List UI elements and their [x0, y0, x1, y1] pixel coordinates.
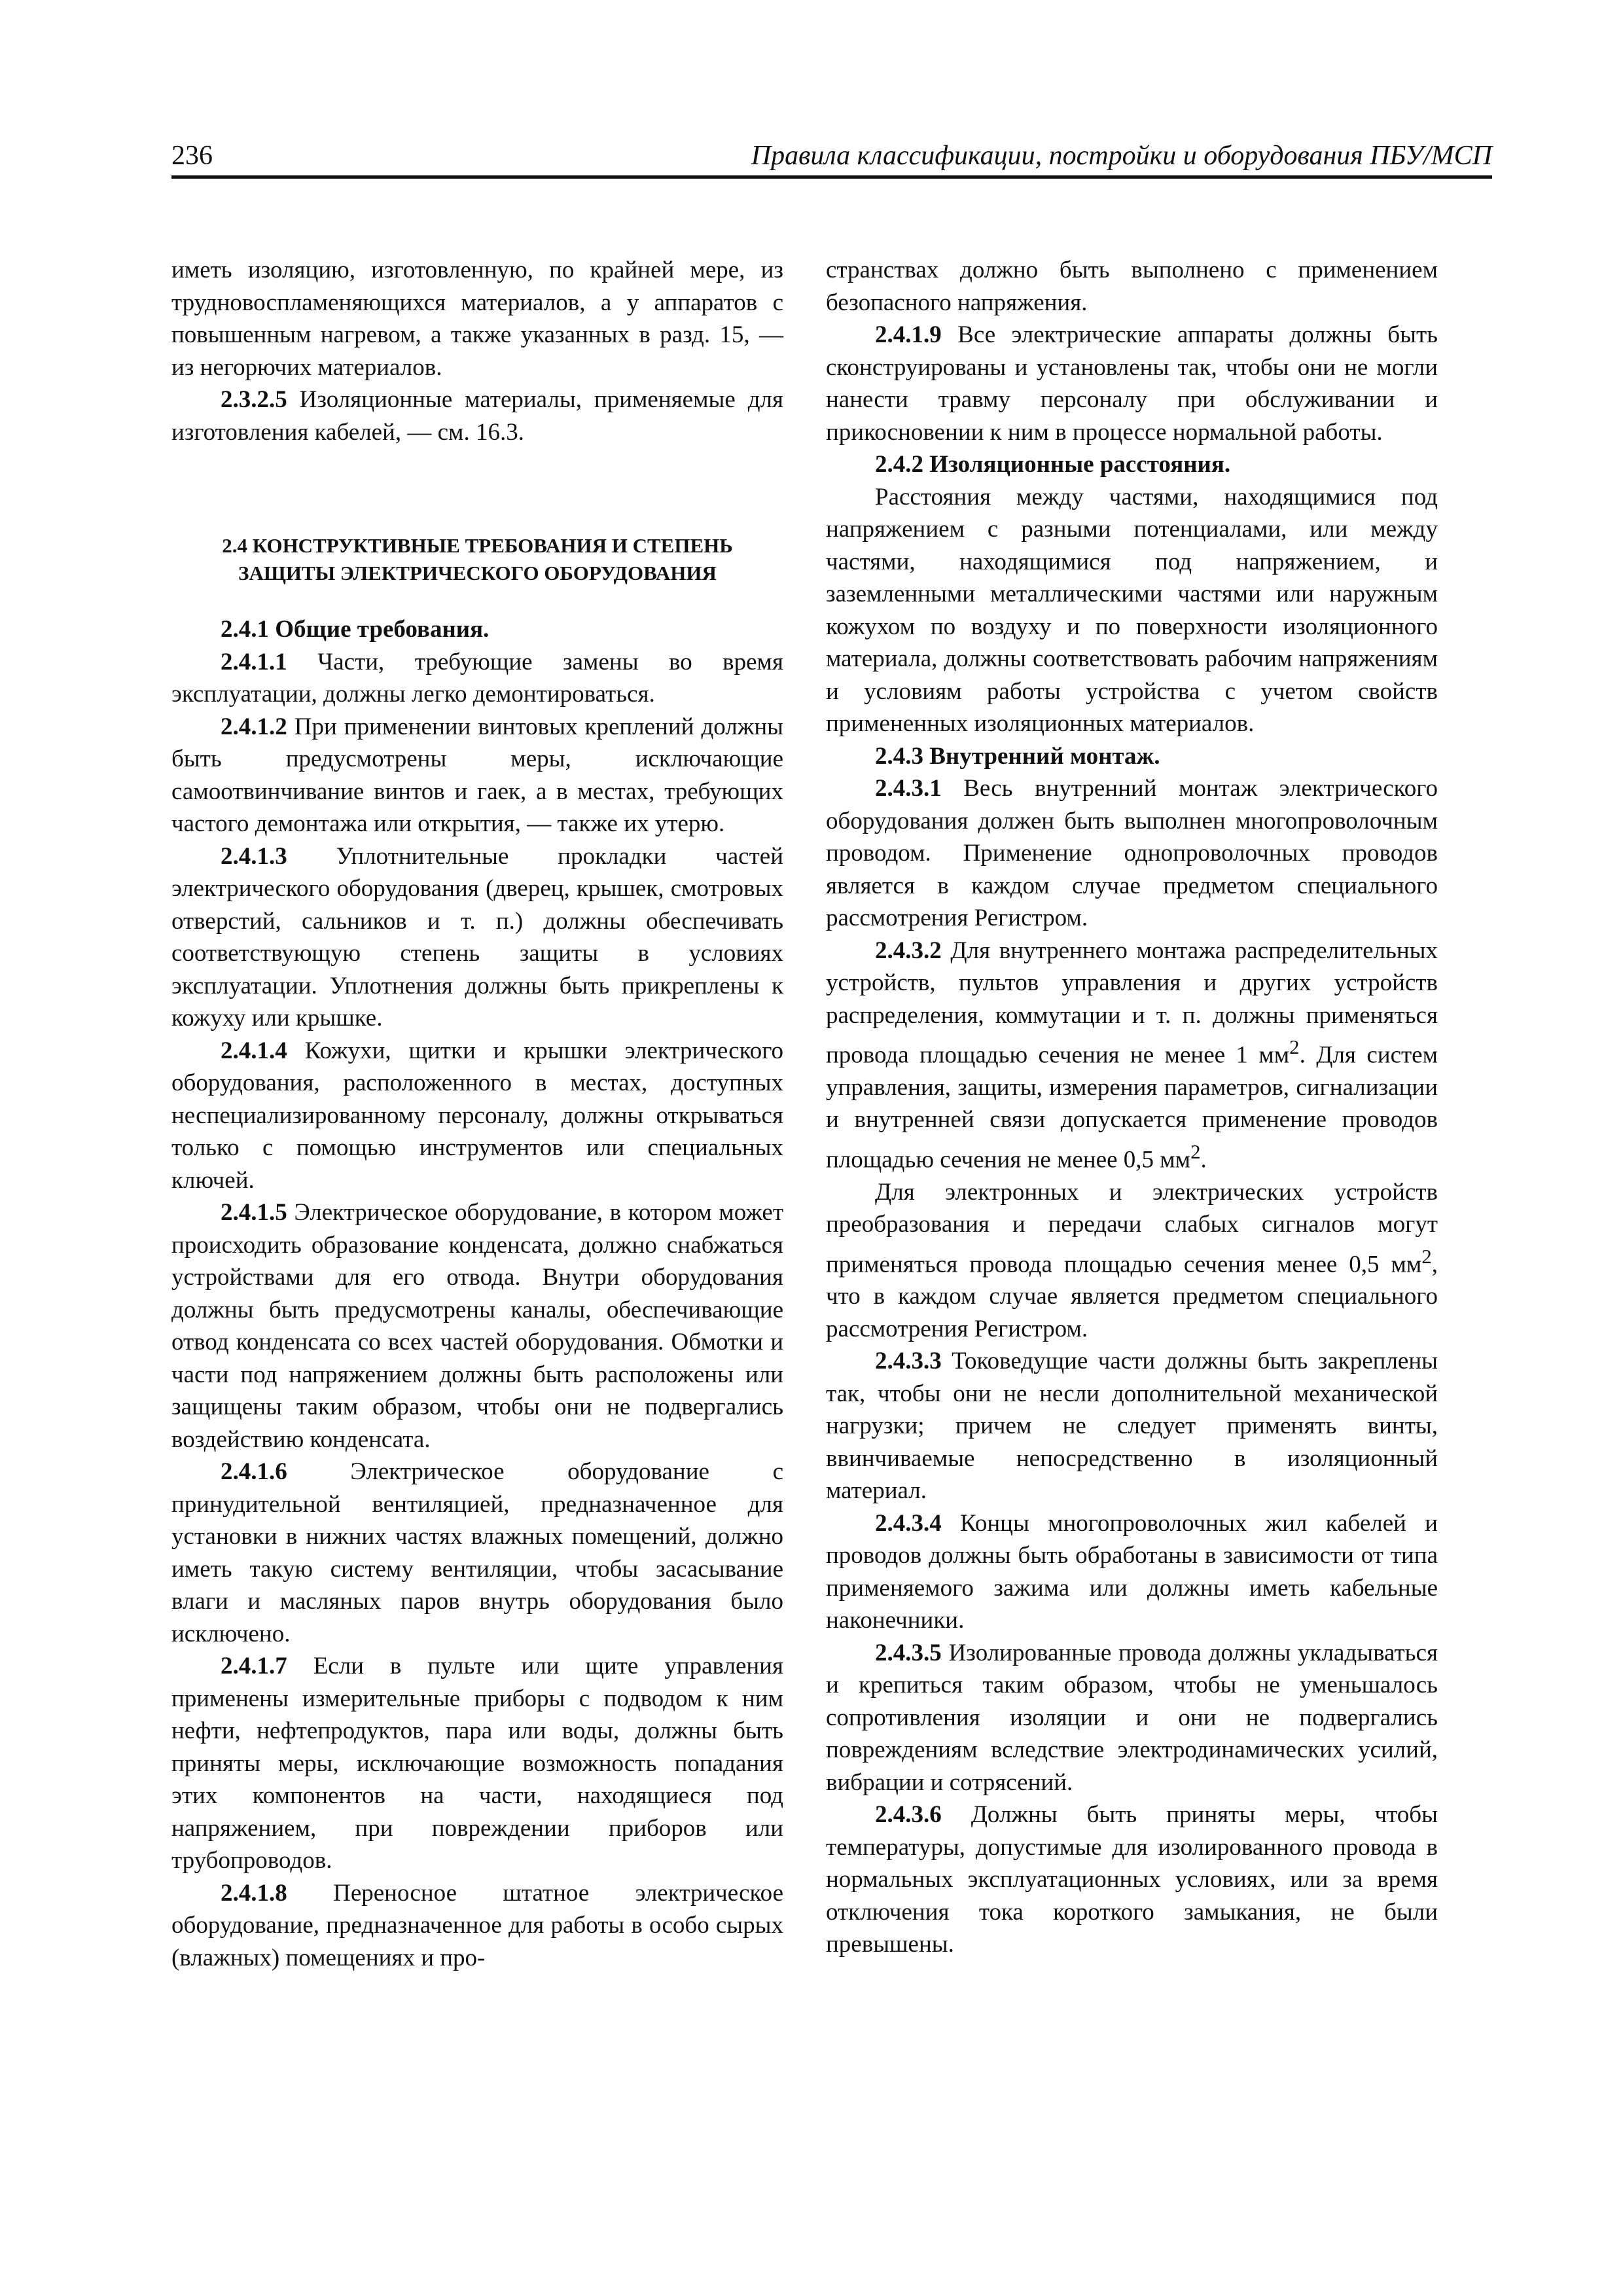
clause-number: 2.4.1.6: [221, 1458, 287, 1485]
section-title: [171, 532, 783, 587]
clause-number: 2.4.3.2: [875, 937, 942, 964]
paragraph-2-4-3-2: [826, 935, 1438, 1176]
clause-text: Концы многопроволочных жил кабелей и проводов должны быть обработаны в зависимости от типа применяемого зажима или должны иметь кабельные наконечники.: [826, 1509, 1438, 1634]
paragraph-2-4-1-2: [171, 711, 783, 840]
clause-text: Электрическое оборудование с принудительной вентиляцией, предназначенное для установки в нижних частях влажных помещений, должно иметь такую систему вентиляции, чтобы засасывание влаги и масляных паров внутрь оборудования было исключено.: [171, 1458, 783, 1647]
clause-text: Уплотнительные прокладки частей электрического оборудования (дверец, крышек, смотровых отверстий, сальников и т. п.) должны обеспечивать соответствующую степень защиты в условиях эксплуатации. Уплотнения должны быть прикреплены к кожуху или крышке.: [171, 842, 783, 1031]
clause-text: Все электрические аппараты должны быть сконструированы и установлены так, чтобы они не могли нанести травму персоналу при обслуживании и прикосновении к ним в процессе нормальной работы.: [826, 321, 1438, 446]
clause-number: 2.4.1.4: [221, 1037, 287, 1064]
clause-number: 2.4.3.4: [875, 1509, 942, 1537]
clause-number: 2.4.1.5: [221, 1199, 287, 1226]
superscript: 2: [1190, 1140, 1201, 1163]
clause-text: Для внутреннего монтажа распределительных устройств, пультов управления и других устройств распределения, коммутации и т. п. должны применяться провода площадью сечения не менее 1 мм: [826, 937, 1438, 1069]
paragraph-2-4-3-3: [826, 1345, 1438, 1507]
clause-text: При применении винтовых креплений должны быть предусмотрены меры, исключающие самоотвинчивание винтов и гаек, а в местах, требующих частого демонтажа или открытия, — также их утерю.: [171, 713, 783, 837]
clause-number: 2.4.1.8: [221, 1879, 287, 1907]
clause-number: 2.4.3.6: [875, 1801, 942, 1829]
paragraph-continuation: странствах должно быть выполнено с применением безопасного напряжения.: [826, 257, 1438, 316]
clause-number: 2.4.1.1: [221, 648, 287, 675]
section-title-line-2: ЗАЩИТЫ ЭЛЕКТРИЧЕСКОГО ОБОРУДОВАНИЯ: [238, 562, 717, 584]
running-header: [171, 139, 1492, 175]
superscript: 2: [1289, 1036, 1300, 1058]
right-column: [826, 254, 1438, 1961]
clause-number: 2.4.1.7: [221, 1653, 287, 1679]
clause-text: Переносное штатное электрическое оборудование, предназначенное для работы в особо сырых (влажных) помещениях и про-: [171, 1879, 783, 1971]
clause-text: Кожухи, щитки и крышки электрического оборудования, расположенного в местах, доступных неспециализированному персоналу, должны открываться только с помощью инструментов или специальных ключей.: [171, 1037, 783, 1194]
paragraph-continuation: иметь изоляцию, изготовленную, по крайней мере, из трудновоспламеняющихся материалов, а у аппаратов с повышенным нагревом, а также указанных в разд. 15, — из негорючих материалов.: [171, 257, 783, 381]
paragraph-2-4-1-6: [171, 1456, 783, 1650]
clause-text: .: [1200, 1146, 1207, 1174]
clause-text: Электрическое оборудование, в котором может происходить образование конденсата, должно снабжаться устройствами для его отвода. Внутри оборудования должны быть предусмотрены каналы, обеспечивающие отвод конденсата со всех частей оборудования. Обмотки и части под напряжением должны быть расположены или защищены таким образом, чтобы они не подвергались воздействию конденсата.: [171, 1199, 783, 1453]
paragraph-2-4-3-1: [826, 772, 1438, 935]
paragraph-2-3-2-5: [171, 384, 783, 448]
paragraph-2-4-1-3: [171, 840, 783, 1035]
spacer: [171, 448, 783, 532]
paragraph-2-4-1-9: [826, 319, 1438, 448]
paragraph-2-4-2-body: Расстояния между частями, находящимися под напряжением с разными потенциалами, или между частями, находящимися под напряжением, и заземленными металлическими частями или наружным кожухом по воздуху и по поверхности изоляционного материала, должны соответствовать рабочим напряжениям и условиям работы устройства с учетом свойств примененных изоляционных материалов.: [826, 483, 1438, 737]
paragraph-2-4-3-6: [826, 1799, 1438, 1961]
spacer: [171, 587, 783, 613]
clause-text: Весь внутренний монтаж электрического оборудования должен быть выполнен многопроволочным проводом. Применение однопроволочных проводов является в каждом случае предметом специального рассмотрения Регистром.: [826, 775, 1438, 931]
clause-text: Должны быть приняты меры, чтобы температуры, допустимые для изолированного провода в нормальных эксплуатационных условиях, или за время отключения тока короткого замыкания, не были превышены.: [826, 1801, 1438, 1958]
clause-number: 2.4.1.2: [221, 713, 287, 740]
paragraph-2-4-3-2-continued: [826, 1176, 1438, 1346]
clause-text: Части, требующие замены во время эксплуатации, должны легко демонтироваться.: [171, 648, 783, 708]
clause-text: Изолированные провода должны укладываться и крепиться таким образом, чтобы не уменьшалось сопротивления изоляции и они не подвергались повреждениям вследствие электродинамических усилий, вибрации и сотрясений.: [826, 1639, 1438, 1796]
clause-text: Для электронных и электрических устройств преобразования и передачи слабых сигналов могут применяться провода площадью сечения менее 0,5 мм: [826, 1178, 1438, 1278]
clause-text: Токоведущие части должны быть закреплены так, чтобы они не несли дополнительной механической нагрузки; причем не следует применять винты, ввинчиваемые непосредственно в изоляционный материал.: [826, 1348, 1438, 1505]
superscript: 2: [1421, 1245, 1432, 1268]
subsection-heading-2-4-1: 2.4.1 Общие требования.: [221, 616, 490, 643]
paragraph-2-4-3-5: [826, 1637, 1438, 1799]
paragraph-2-4-1-4: [171, 1035, 783, 1197]
clause-text: . Для систем управления, защиты, измерения параметров, сигнализации и внутренней связи допускается применение проводов площадью сечения не менее 0,5 мм: [826, 1041, 1438, 1174]
subsection-heading-2-4-2: 2.4.2 Изоляционные расстояния.: [875, 451, 1231, 478]
clause-number: 2.3.2.5: [221, 386, 287, 413]
running-title: Правила классификации, постройки и оборудования ПБУ/МСП: [751, 141, 1492, 171]
left-column: [171, 254, 783, 1974]
paragraph-2-4-1-7: [171, 1650, 783, 1877]
clause-text: , что в каждом случае является предметом специального рассмотрения Регистром.: [826, 1250, 1438, 1342]
clause-number: 2.4.3.1: [875, 775, 942, 802]
subsection-heading-2-4-3: 2.4.3 Внутренний монтаж.: [875, 742, 1160, 770]
header-rule: [171, 175, 1492, 179]
clause-text: Изоляционные материалы, применяемые для изготовления кабелей, — см. 16.3.: [171, 386, 783, 446]
paragraph-2-4-1-5: [171, 1196, 783, 1456]
page-number: 236: [171, 141, 213, 171]
clause-number: 2.4.1.3: [221, 842, 287, 870]
clause-number: 2.4.3.3: [875, 1348, 942, 1375]
paragraph-2-4-3-4: [826, 1507, 1438, 1637]
paragraph-2-4-1-8: [171, 1877, 783, 1975]
clause-number: 2.4.1.9: [875, 321, 942, 348]
paragraph-2-4-1-1: [171, 646, 783, 711]
clause-text: Если в пульте или щите управления применены измерительные приборы с подводом к ним нефти, нефтепродуктов, пара или воды, должны быть приняты меры, исключающие возможность попадания этих компонентов на части, находящиеся под напряжением, при повреждении приборов или трубопроводов.: [171, 1653, 783, 1874]
section-title-line-1: 2.4 КОНСТРУКТИВНЫЕ ТРЕБОВАНИЯ И СТЕПЕНЬ: [222, 534, 733, 557]
clause-number: 2.4.3.5: [875, 1639, 942, 1666]
